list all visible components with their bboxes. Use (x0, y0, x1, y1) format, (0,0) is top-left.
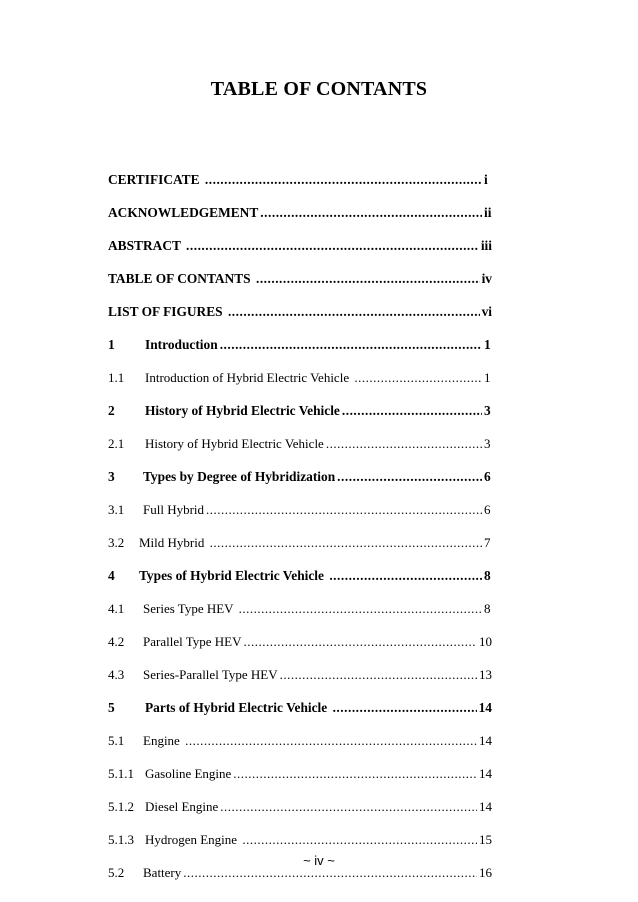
page-title: TABLE OF CONTANTS (210, 78, 428, 100)
toc-entry-number: 5.1 (108, 733, 125, 748)
toc-dot-leader (220, 337, 482, 353)
toc-dot-leader (239, 601, 482, 617)
toc-entry (108, 727, 492, 749)
toc-entry (108, 199, 492, 221)
toc-entry-label: Hydrogen Engine (145, 832, 241, 847)
toc-entry-number: 3 (108, 469, 115, 484)
toc-entry-label: Parts of Hybrid Electric Vehicle (145, 700, 331, 715)
toc-entry-page: iv (481, 271, 492, 286)
toc-entry-page: vi (481, 304, 492, 319)
toc-dot-leader (333, 700, 477, 716)
toc-entry-number: 5.1.2 (108, 799, 134, 814)
toc-entry-page: iii (480, 238, 492, 253)
toc-dot-leader (342, 403, 482, 419)
toc-entry-page: 15 (479, 832, 492, 847)
toc-entry-label: ACKNOWLEDGEMENT (108, 205, 259, 220)
toc-entry-page: 16 (479, 865, 492, 880)
toc-entry-page: 14 (479, 766, 492, 781)
toc-entry-label: Series-Parallel Type HEV (143, 667, 278, 682)
toc-dot-leader (205, 172, 482, 188)
toc-entry-page: 10 (479, 634, 492, 649)
toc-entry (108, 595, 492, 617)
toc-dot-leader (337, 469, 482, 485)
toc-entry (108, 463, 492, 485)
toc-entry-page: 7 (484, 535, 491, 550)
toc-entry (108, 562, 492, 584)
toc-entry-number: 1.1 (108, 370, 125, 385)
toc-entry-number: 3.2 (108, 535, 125, 550)
toc-dot-leader (233, 766, 477, 782)
toc-entry-page: i (484, 172, 488, 187)
toc-entry (108, 694, 492, 716)
toc-entry-label: Parallel Type HEV (143, 634, 242, 649)
toc-entry-label: ABSTRACT (108, 238, 185, 253)
toc-entry-page: 8 (484, 568, 491, 583)
toc-entry-number: 2.1 (108, 436, 125, 451)
toc-entry (108, 397, 492, 419)
toc-entry (108, 661, 492, 683)
toc-entry-page: 8 (484, 601, 491, 616)
toc-dot-leader (326, 436, 482, 452)
toc-dot-leader (329, 568, 482, 584)
toc-entry-page: 14 (478, 700, 492, 715)
toc-entry (108, 628, 492, 650)
toc-entry-page: 14 (479, 799, 492, 814)
toc-entry (108, 496, 492, 518)
toc-entry-label: Types by Degree of Hybridization (143, 469, 336, 484)
toc-dot-leader (186, 238, 479, 254)
toc-entry-number: 3.1 (108, 502, 125, 517)
toc-entry-page: 6 (484, 502, 491, 517)
toc-entry (108, 265, 492, 287)
toc-entry (108, 793, 492, 815)
toc-entry-number: 4.1 (108, 601, 125, 616)
toc-entry (108, 529, 492, 551)
toc-entry (108, 298, 492, 320)
toc-dot-leader (280, 667, 477, 683)
toc-dot-leader (354, 370, 482, 386)
toc-entry-page: ii (484, 205, 492, 220)
toc-entry-label: CERTIFICATE (108, 172, 203, 187)
toc-entry-label: Full Hybrid (143, 502, 205, 517)
toc-entry-page: 3 (484, 436, 491, 451)
toc-entry (108, 364, 492, 386)
toc-entry-label: Diesel Engine (145, 799, 219, 814)
toc-entry-page: 1 (484, 370, 491, 385)
toc-entry (108, 760, 492, 782)
toc-dot-leader (228, 304, 480, 320)
toc-entry-label: Mild Hybrid (139, 535, 208, 550)
toc-entry-page: 14 (479, 733, 492, 748)
toc-entry-label: Gasoline Engine (145, 766, 232, 781)
toc-entry-page: 1 (484, 337, 491, 352)
toc-entry-number: 5.1.1 (108, 766, 134, 781)
toc-entry-label: Engine (143, 733, 184, 748)
toc-entry (108, 430, 492, 452)
toc-entry-number: 5.2 (108, 865, 125, 880)
toc-entry-page: 13 (479, 667, 492, 682)
toc-entry-label: LIST OF FIGURES (108, 304, 226, 319)
toc-entry-label: History of Hybrid Electric Vehicle (145, 403, 340, 418)
toc-entry-label: Battery (143, 865, 182, 880)
toc-entry-label: History of Hybrid Electric Vehicle (145, 436, 324, 451)
toc-entry-label: Series Type HEV (143, 601, 237, 616)
toc-entry-number: 2 (108, 403, 115, 418)
toc-entry-number: 5 (108, 700, 115, 715)
toc-dot-leader (256, 271, 480, 287)
toc-dot-leader (244, 634, 478, 650)
toc-entry-label: TABLE OF CONTANTS (108, 271, 254, 286)
page-number-footer: ~ iv ~ (303, 853, 335, 868)
toc-dot-leader (220, 799, 477, 815)
toc-entry-number: 1 (108, 337, 115, 352)
toc-entry-label: Types of Hybrid Electric Vehicle (139, 568, 328, 583)
toc-entry-number: 4.3 (108, 667, 125, 682)
toc-entry-page: 6 (484, 469, 491, 484)
toc-entry (108, 331, 492, 353)
toc-entry-number: 4.2 (108, 634, 125, 649)
toc-entry-number: 4 (108, 568, 115, 583)
toc-entry (108, 826, 492, 848)
toc-dot-leader (242, 832, 477, 848)
toc-entry-page: 3 (484, 403, 491, 418)
toc-dot-leader (260, 205, 482, 221)
toc-entry-label: Introduction of Hybrid Electric Vehicle (145, 370, 353, 385)
toc-entry (108, 232, 492, 254)
toc-dot-leader (185, 733, 477, 749)
toc-entry-label: Introduction (145, 337, 218, 352)
toc-entry (108, 166, 492, 188)
toc-dot-leader (210, 535, 482, 551)
toc-dot-leader (206, 502, 482, 518)
toc-entry-number: 5.1.3 (108, 832, 134, 847)
